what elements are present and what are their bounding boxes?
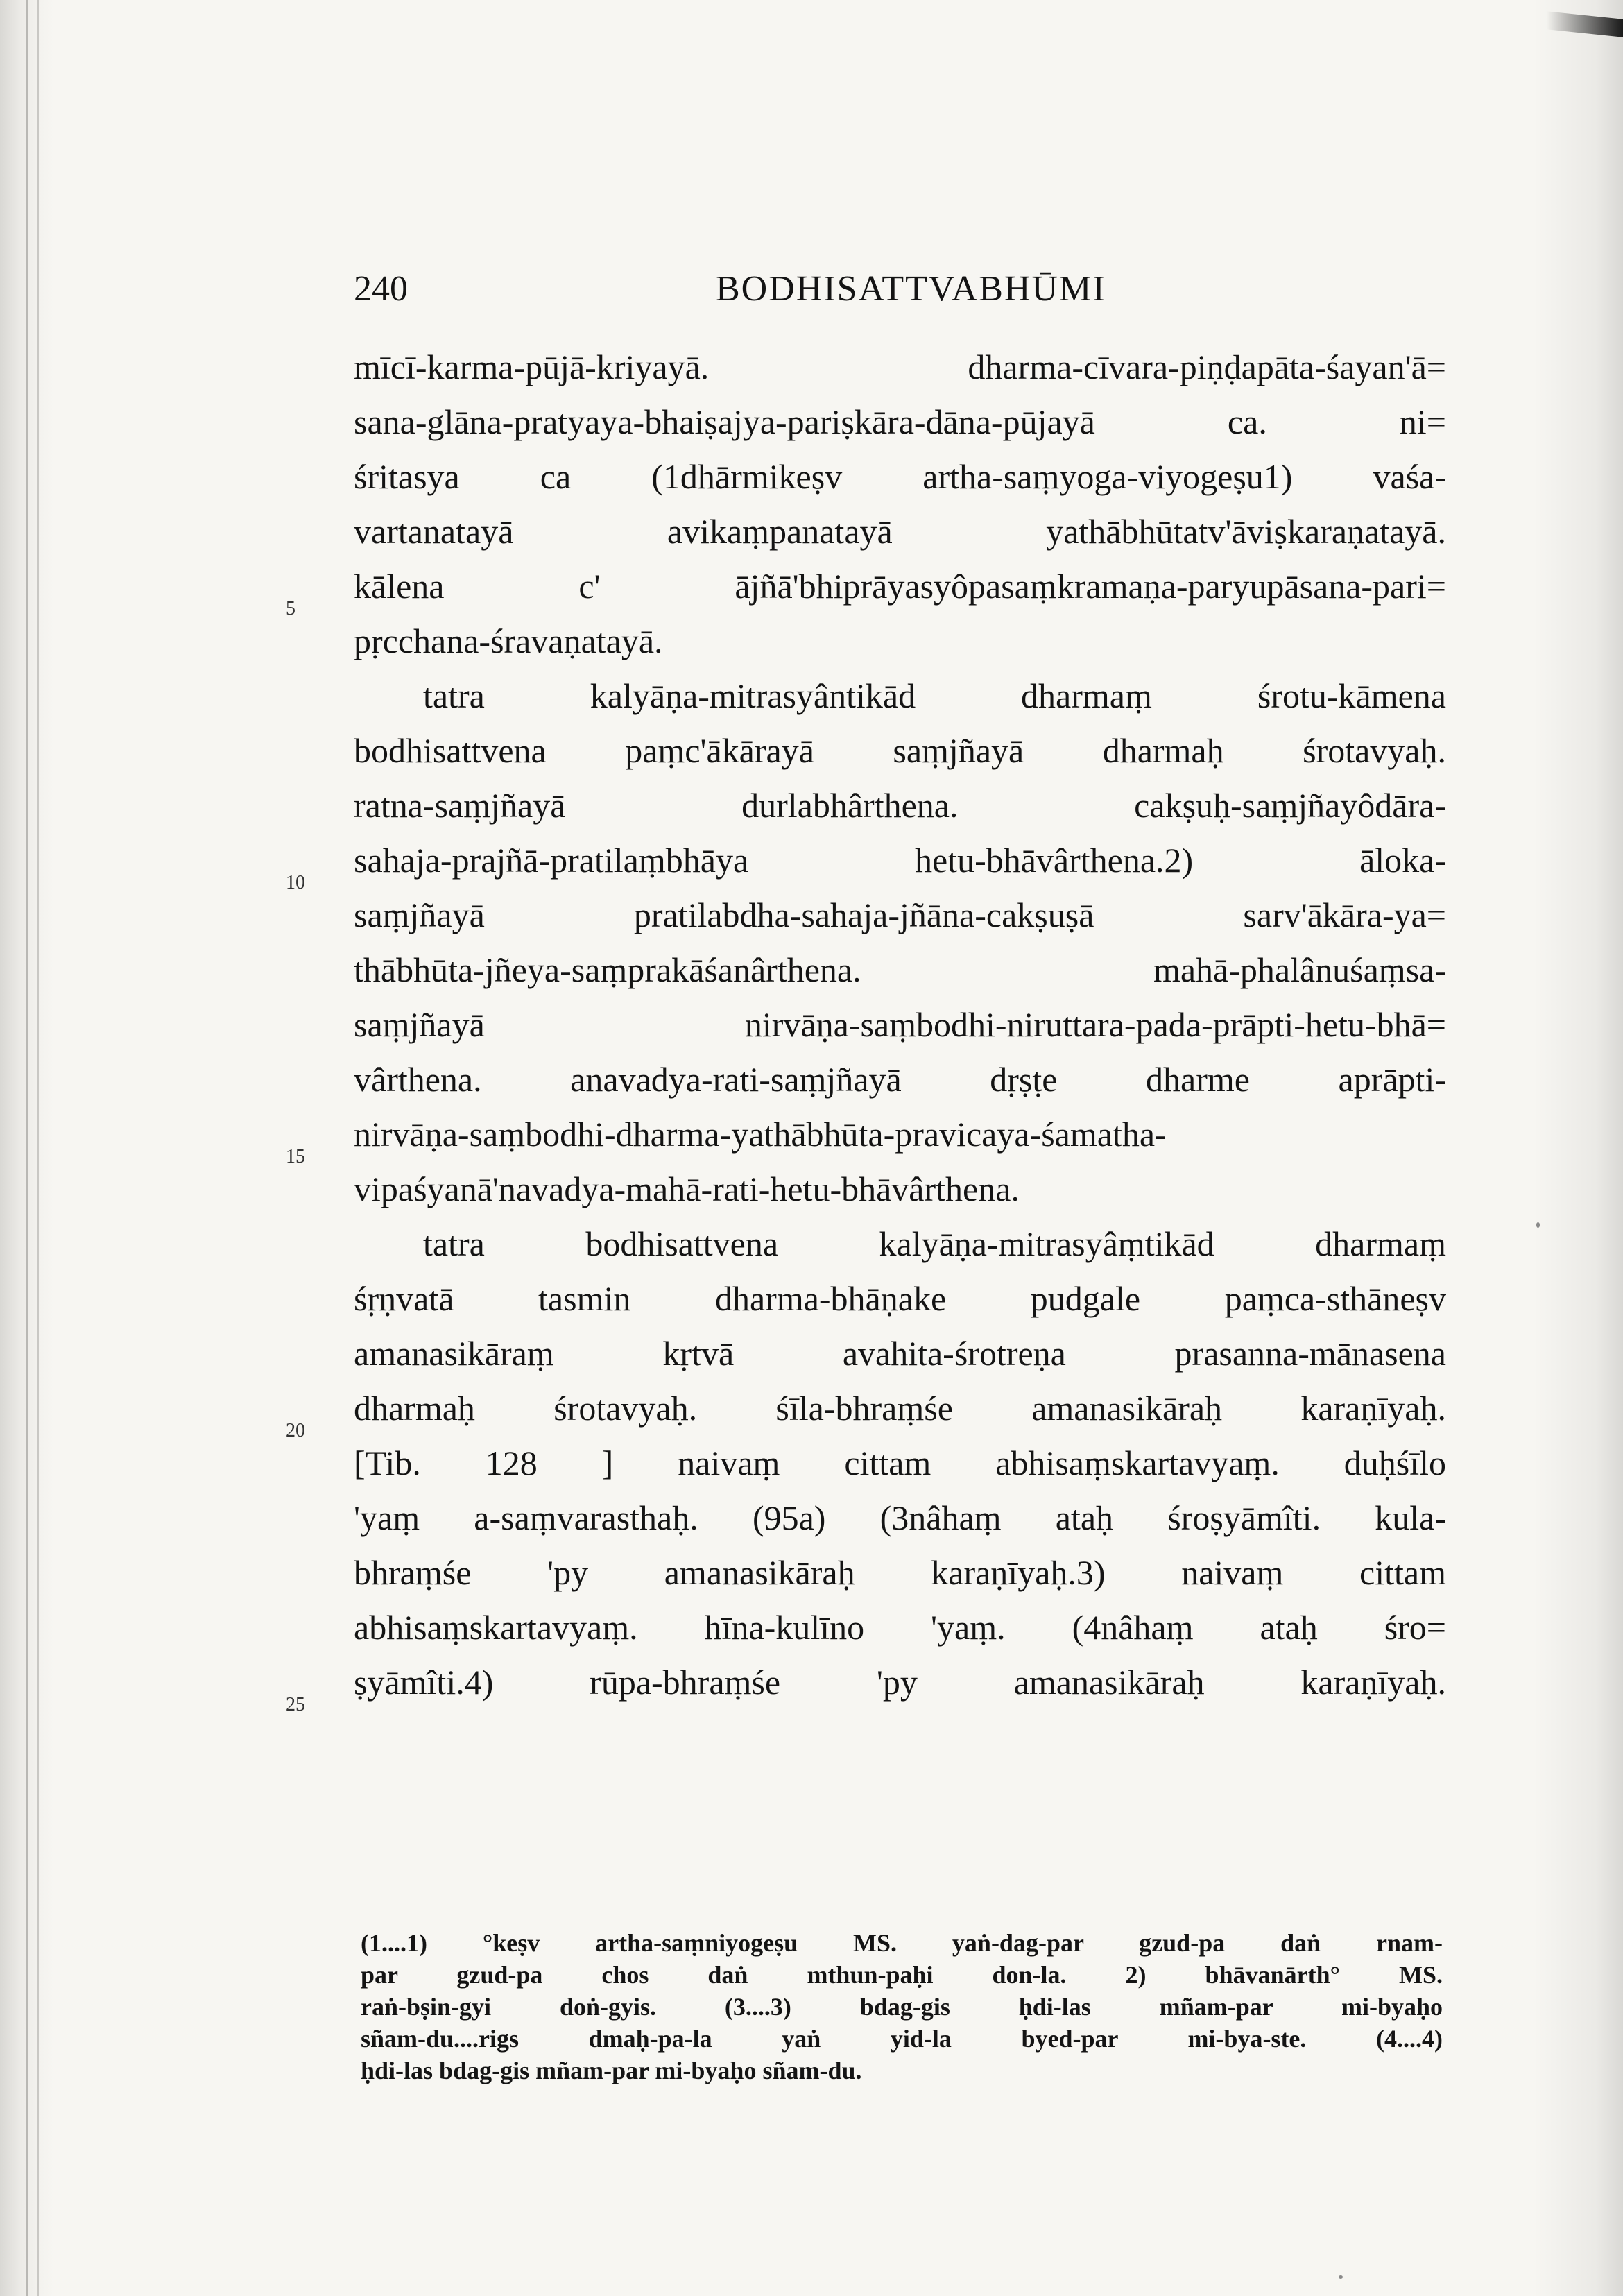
scan-speck [1536, 1222, 1540, 1228]
running-head [354, 258, 1408, 320]
binding-line [26, 0, 28, 2296]
running-title: BODHISATTVABHŪMI [716, 269, 1106, 309]
scan-speck [1339, 2275, 1343, 2279]
text-line: dharmaḥ śrotavyaḥ. śīla-bhraṃśe amanasikāraḥ karaṇīyaḥ. [354, 1389, 1446, 1428]
text-line: bhraṃśe 'py amanasikāraḥ karaṇīyaḥ.3) naivaṃ cittam [354, 1553, 1446, 1592]
text-line: 'yaṃ a-saṃvarasthaḥ. (95a) (3nâhaṃ ataḥ śroṣyāmîti. kula- [354, 1498, 1446, 1537]
text-line: sana-glāna-pratyaya-bhaiṣajya-pariṣkāra-dāna-pūjayā ca. ni= [354, 402, 1446, 441]
body-text [354, 340, 1446, 1710]
line-number: 5 [286, 598, 295, 619]
text-line: amanasikāraṃ kṛtvā avahita-śrotreṇa prasanna-mānasena [354, 1334, 1446, 1373]
text-line: kālena c' ājñā'bhiprāyasyôpasaṃkramaṇa-paryupāsana-pari= [354, 567, 1446, 606]
footnote-line: raṅ-bṣin-gyi doṅ-gyis. (3....3) bdag-gis ḥdi-las mñam-par mi-byaḥo [361, 1993, 1443, 2021]
text-line: śritasya ca (1dhārmikeṣv artha-saṃyoga-viyogeṣu1) vaśa- [354, 457, 1446, 496]
text-line: tatra kalyāṇa-mitrasyântikād dharmaṃ śrotu-kāmena [423, 676, 1446, 715]
text-line: śṛṇvatā tasmin dharma-bhāṇake pudgale paṃca-sthāneṣv [354, 1279, 1446, 1318]
text-line: pṛcchana-śravaṇatayā. [354, 622, 663, 660]
book-binding-shadow [0, 0, 54, 2296]
line-number: 25 [286, 1694, 305, 1715]
text-line: vartanatayā avikaṃpanatayā yathābhūtatv'āviṣkaraṇatayā. [354, 512, 1446, 551]
text-line: vipaśyanā'navadya-mahā-rati-hetu-bhāvârthena. [354, 1170, 1020, 1208]
text-line: saṃjñayā pratilabdha-sahaja-jñāna-cakṣuṣā sarv'ākāra-ya= [354, 896, 1446, 934]
text-line: mīcī-karma-pūjā-kriyayā. dharma-cīvara-piṇḍapāta-śayan'ā= [354, 348, 1446, 386]
footnote-line: (1....1) °keṣv artha-saṃniyogeṣu MS. yaṅ-dag-par gzud-pa daṅ rnam- [361, 1929, 1443, 1957]
footnote-line: sñam-du....rigs dmaḥ-pa-la yaṅ yid-la byed-par mi-bya-ste. (4....4) [361, 2025, 1443, 2053]
text-line: saṃjñayā nirvāṇa-saṃbodhi-niruttara-pada-prāpti-hetu-bhā= [354, 1005, 1446, 1044]
text-line: tatra bodhisattvena kalyāṇa-mitrasyâṃtikād dharmaṃ [423, 1224, 1446, 1263]
text-line: thābhūta-jñeya-saṃprakāśanârthena. mahā-phalânuśaṃsa- [354, 950, 1446, 989]
text-line: sahaja-prajñā-pratilaṃbhāya hetu-bhāvârthena.2) āloka- [354, 841, 1446, 880]
text-line: abhisaṃskartavyaṃ. hīna-kulīno 'yaṃ. (4nâhaṃ ataḥ śro= [354, 1608, 1446, 1647]
text-line: bodhisattvena paṃc'ākārayā saṃjñayā dharmaḥ śrotavyaḥ. [354, 731, 1446, 770]
text-line: nirvāṇa-saṃbodhi-dharma-yathābhūta-pravicaya-śamatha- [354, 1115, 1167, 1154]
page-edge-shadow [1533, 0, 1623, 2296]
binding-line [37, 0, 39, 2296]
page-number: 240 [354, 269, 408, 309]
footnote-line: par gzud-pa chos daṅ mthun-paḥi don-la. 2) bhāvanārth° MS. [361, 1961, 1443, 1989]
text-line: ratna-saṃjñayā durlabhârthena. cakṣuḥ-saṃjñayôdāra- [354, 786, 1446, 825]
line-number: 10 [286, 872, 305, 893]
line-number: 20 [286, 1420, 305, 1441]
text-line: ṣyāmîti.4) rūpa-bhraṃśe 'py amanasikāraḥ karaṇīyaḥ. [354, 1663, 1446, 1702]
footnotes [361, 1927, 1443, 2087]
text-line: vârthena. anavadya-rati-saṃjñayā dṛṣṭe dharme aprāpti- [354, 1060, 1446, 1099]
text-line: [Tib. 128 ] naivaṃ cittam abhisaṃskartavyaṃ. duḥśīlo [354, 1443, 1446, 1482]
footnote-line: ḥdi-las bdag-gis mñam-par mi-byaḥo sñam-du. [361, 2057, 862, 2084]
line-number: 15 [286, 1146, 305, 1167]
